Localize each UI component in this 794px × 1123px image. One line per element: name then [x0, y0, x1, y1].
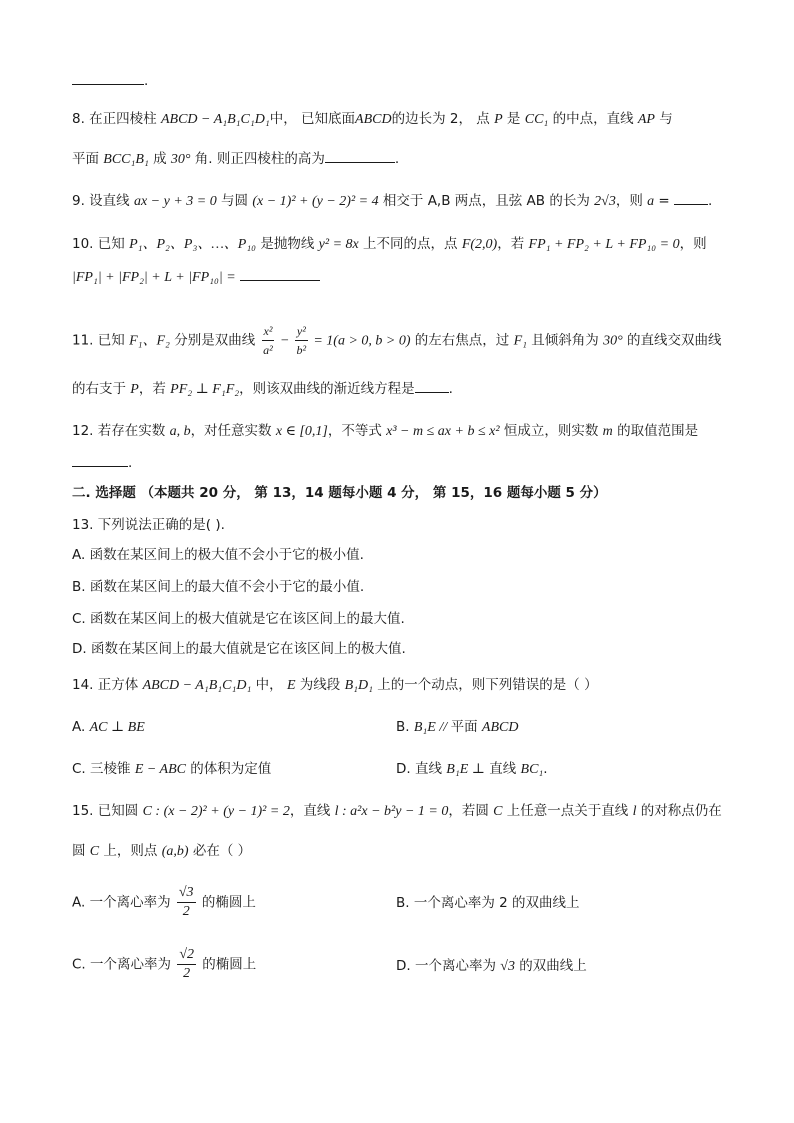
q14-text: 直线	[484, 761, 521, 777]
q11-text: 且倾斜角为	[527, 332, 604, 349]
q11-text: ，则该双曲线的渐近线方程是	[239, 381, 415, 397]
q9-math: ax − y + 3 = 0	[133, 194, 217, 209]
q15-text: 的对称点仍在	[636, 803, 722, 819]
q15-fraction-a	[177, 884, 196, 921]
q15-option-c[interactable]	[72, 946, 256, 983]
q11-frac-num: x²	[262, 322, 275, 341]
q11-text: 的右支于	[72, 381, 131, 397]
q11-text: ，若	[138, 381, 171, 397]
q14-math: B₁E ⊥	[446, 762, 485, 777]
q9-text: 9. 设直线	[72, 193, 134, 209]
q15-frac-num: √2	[177, 946, 196, 965]
q12-line	[72, 422, 698, 441]
q8-math: ABCD − A₁B₁C₁D₁	[160, 112, 270, 127]
q15-option-d[interactable]	[396, 957, 587, 976]
q12-text: 的取值范围是	[612, 423, 699, 439]
q12-blank[interactable]	[72, 454, 128, 467]
q10-text: 上不同的点，点	[358, 236, 462, 252]
q15-option-a[interactable]	[72, 884, 256, 921]
q10-math: F(2,0)	[461, 237, 498, 252]
q11-math: 30°	[603, 333, 623, 349]
q13-option-c[interactable]: C. 函数在某区间上的极大值就是它在该区间上的最大值.	[72, 611, 405, 627]
q10-line-1	[72, 235, 707, 254]
q15-frac-den: 2	[182, 904, 190, 919]
q9-math: 2√3	[594, 194, 616, 209]
q15-math: √3	[500, 959, 515, 974]
q9-text: 相交于 A,B 两点，且弦 AB 的长为	[378, 193, 595, 209]
q14-stem	[72, 676, 598, 695]
q15-text: 必在（ ）	[188, 843, 252, 859]
q11-frac-den: a²	[263, 343, 273, 357]
q8-blank[interactable]	[325, 150, 395, 163]
q7-tail: .	[144, 73, 149, 89]
q14-text: 14. 正方体	[72, 677, 143, 693]
q14-text: 平面	[450, 719, 482, 735]
q14-math: AC ⊥ BE	[89, 720, 145, 735]
q14-math: E − ABC	[134, 762, 186, 777]
q15-text: D. 一个离心率为	[396, 958, 501, 974]
q10-math: y² = 8x	[318, 237, 359, 252]
q14-option-label: A.	[72, 719, 90, 735]
q15-text: 的椭圆上	[197, 894, 256, 911]
q11-math: P	[130, 382, 139, 397]
q14-text: 的体积为定值	[186, 761, 272, 777]
q15-math: l	[632, 804, 637, 819]
q15-text: A. 一个离心率为	[72, 894, 175, 911]
q10-math: |FP₁| + |FP₂| + L + |FP₁₀| =	[72, 270, 236, 285]
q8-text: 8. 在正四棱柱	[72, 111, 161, 127]
q15-option-b[interactable]: B. 一个离心率为 2 的双曲线上	[396, 895, 580, 911]
q11-text: 的直线交双曲线	[622, 332, 722, 349]
q14-option-d[interactable]	[396, 760, 548, 779]
q8-math: P	[494, 112, 503, 127]
q12-text: 12. 若存在实数	[72, 423, 170, 439]
q14-text: 上的一个动点，则下列错误的是（ ）	[373, 677, 598, 693]
q15-text: 的椭圆上	[198, 956, 257, 973]
q12-math: x ∈ [0,1]	[275, 424, 328, 439]
q10-text: ，若	[497, 236, 529, 252]
q11-math: F₁、F₂	[129, 333, 170, 349]
q9-text: ，则	[615, 193, 648, 209]
q8-text: 中， 已知底面	[269, 111, 356, 127]
q12-text: 恒成立，则实数	[499, 423, 603, 439]
q15-math: (a,b)	[161, 844, 189, 859]
q11-line-2	[72, 380, 453, 399]
q15-text: 上，则点	[99, 843, 162, 859]
q13-option-d[interactable]: D. 函数在某区间上的最大值就是它在该区间上的极大值.	[72, 641, 406, 657]
q14-option-label: D. 直线	[396, 761, 447, 777]
q8-math: 30°	[170, 152, 191, 167]
q9-math: a	[647, 194, 655, 209]
q8-text: 平面	[72, 151, 104, 167]
q14-math: B₁D₁	[344, 678, 373, 693]
q10-blank[interactable]	[240, 268, 320, 281]
q9-text: 与圆	[216, 193, 253, 209]
q9-blank[interactable]	[674, 192, 708, 205]
q11-frac-num: y²	[295, 322, 308, 341]
q11-line-1	[72, 322, 722, 359]
q14-option-label: C. 三棱锥	[72, 761, 135, 777]
q15-math: l : a²x − b²y − 1 = 0	[334, 804, 449, 819]
q9-text: =	[654, 193, 675, 209]
q11-blank[interactable]	[415, 380, 449, 393]
q15-text: 圆	[72, 843, 90, 859]
q9-math: (x − 1)² + (y − 2)² = 4	[252, 194, 379, 209]
q14-math: ABCD − A₁B₁C₁D₁	[142, 678, 252, 693]
q10-math: FP₁ + FP₂ + L + FP₁₀ = 0	[528, 237, 680, 252]
q14-math: ABCD	[481, 720, 519, 735]
q14-text: 中，	[251, 677, 287, 693]
q12-text: .	[128, 455, 133, 471]
q14-option-c[interactable]	[72, 760, 271, 779]
q10-text: 10. 已知	[72, 236, 130, 252]
q11-text: 的左右焦点，过	[410, 332, 514, 349]
q14-text: 为线段	[295, 677, 345, 693]
q11-fraction-y	[295, 322, 308, 359]
q15-text: 15. 已知圆	[72, 803, 143, 819]
q8-text: 是	[502, 111, 525, 127]
q12-math: m	[602, 424, 613, 439]
q11-fraction-x	[262, 322, 275, 359]
q11-math: −	[276, 333, 293, 349]
q8-text: 的边长为 2， 点	[391, 111, 495, 127]
q14-math: B₁E //	[413, 720, 451, 735]
q14-text: .	[543, 761, 548, 777]
q15-frac-den: 2	[183, 966, 191, 981]
q15-text: 上任意一点关于直线	[502, 803, 633, 819]
q8-math: ABCD	[355, 112, 392, 127]
q10-text: ，则	[679, 236, 707, 252]
q14-option-label: B.	[396, 719, 414, 735]
q11-math: = 1(a > 0, b > 0)	[309, 333, 411, 349]
q15-text: 的双曲线上	[514, 958, 587, 974]
q11-text: .	[448, 381, 453, 397]
q12-text: ，对任意实数	[190, 423, 276, 439]
q11-math: F₁	[513, 333, 528, 349]
q14-option-a[interactable]	[72, 718, 145, 737]
q12-answer-line	[72, 454, 132, 472]
q12-math: a, b	[169, 424, 191, 439]
q10-math: P₁、P₂、P₃、…、P₁₀	[129, 237, 257, 252]
q7-answer-line	[72, 72, 148, 90]
q9-text: .	[708, 193, 713, 209]
q15-fraction-c	[177, 946, 196, 983]
q14-math: E	[286, 678, 296, 693]
q11-text: 分别是双曲线	[169, 332, 260, 349]
q15-text: C. 一个离心率为	[72, 956, 176, 973]
q8-line-1	[72, 110, 673, 129]
q15-math: C	[89, 844, 100, 859]
q8-text: 角. 则正四棱柱的高为	[190, 151, 325, 167]
q8-line-2	[72, 150, 399, 169]
q8-math: BCC₁B₁	[103, 152, 149, 167]
q12-text: ，不等式	[327, 423, 387, 439]
q15-text: ，直线	[289, 803, 335, 819]
q11-text: 11. 已知	[72, 332, 130, 349]
q11-math: PF₂ ⊥ F₁F₂	[170, 382, 240, 397]
q8-text: .	[394, 151, 400, 167]
q8-text: 与	[654, 111, 673, 127]
q8-text: 的中点，直线	[548, 111, 638, 127]
q15-math: C : (x − 2)² + (y − 1)² = 2	[142, 804, 290, 819]
q8-math: CC₁	[524, 112, 549, 127]
q15-math: C	[493, 804, 503, 819]
q7-blank[interactable]	[72, 72, 144, 85]
q14-math: BC₁	[520, 762, 544, 777]
q11-frac-den: b²	[296, 343, 307, 357]
q15-line-1	[72, 802, 722, 821]
q15-line-2	[72, 842, 251, 861]
q8-math: AP	[637, 112, 655, 127]
q8-text: 成	[148, 151, 171, 167]
q13-option-a[interactable]: A. 函数在某区间上的极大值不会小于它的极小值.	[72, 547, 364, 563]
q13-option-b[interactable]: B. 函数在某区间上的最大值不会小于它的最小值.	[72, 579, 365, 595]
q12-math: x³ − m ≤ ax + b ≤ x²	[386, 424, 500, 439]
q9-line	[72, 192, 712, 211]
q13-stem: 13. 下列说法正确的是( ).	[72, 517, 225, 533]
q15-frac-num: √3	[177, 884, 196, 903]
section-2-heading: 二. 选择题 （本题共 20 分， 第 13，14 题每小题 4 分， 第 15，16 题每小题 5 分）	[72, 485, 607, 501]
q10-text: 是抛物线	[256, 236, 319, 252]
q15-text: ，若圆	[448, 803, 494, 819]
q14-option-b[interactable]	[396, 718, 518, 737]
q10-line-2	[72, 268, 320, 287]
